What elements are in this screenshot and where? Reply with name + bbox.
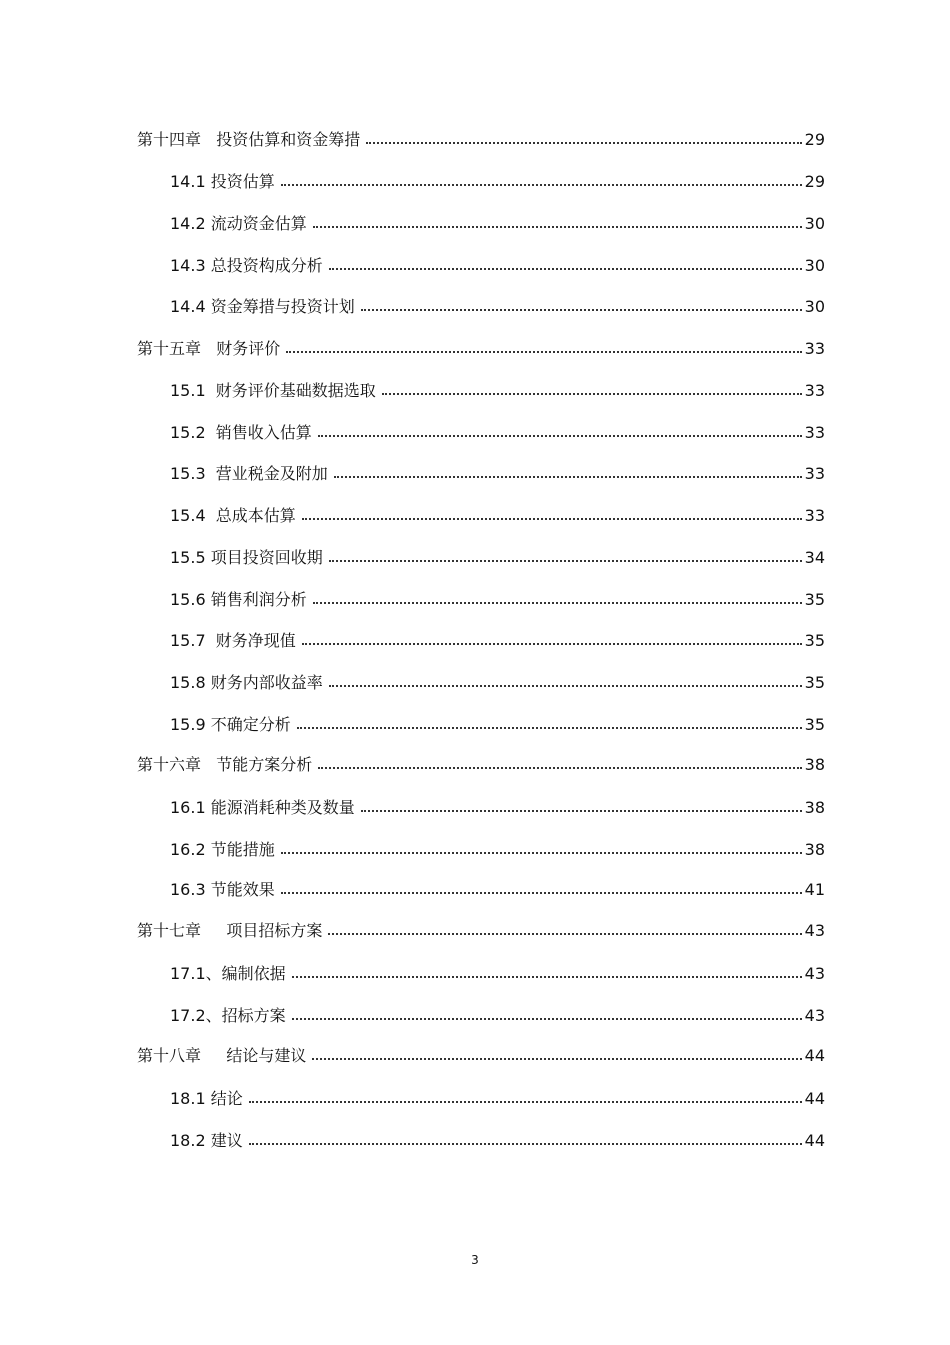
toc-leader-dots xyxy=(312,1058,801,1060)
toc-entry[interactable] xyxy=(170,417,825,443)
toc-entry[interactable] xyxy=(170,542,825,568)
toc-entry-page: 44 xyxy=(804,1046,825,1065)
toc-entry-title: 15.8 财务内部收益率 xyxy=(170,673,323,692)
toc-leader-dots xyxy=(286,351,801,353)
toc-leader-dots xyxy=(329,560,802,562)
toc-entry-page: 44 xyxy=(804,1131,825,1150)
toc-entry-title: 第十六章 节能方案分析 xyxy=(137,755,313,774)
toc-entry[interactable] xyxy=(170,1083,825,1109)
toc-leader-dots xyxy=(318,435,802,437)
toc-entry-title: 15.7 财务净现值 xyxy=(170,631,296,650)
toc-entry-title: 第十四章 投资估算和资金筹措 xyxy=(137,130,361,149)
toc-entry[interactable] xyxy=(137,915,825,941)
toc-entry-title: 17.1、编制依据 xyxy=(170,964,286,983)
toc-entry-title: 16.2 节能措施 xyxy=(170,840,275,859)
toc-entry[interactable] xyxy=(170,584,825,610)
toc-entry-page: 33 xyxy=(804,339,825,358)
toc-leader-dots xyxy=(302,518,802,520)
toc-leader-dots xyxy=(382,393,802,395)
toc-entry-title: 14.2 流动资金估算 xyxy=(170,214,307,233)
toc-entry[interactable] xyxy=(170,1125,825,1151)
toc-leader-dots xyxy=(302,643,802,645)
toc-entry-page: 41 xyxy=(804,880,825,899)
toc-entry[interactable] xyxy=(170,500,825,526)
toc-entry[interactable] xyxy=(170,250,825,276)
toc-entry-title: 14.1 投资估算 xyxy=(170,172,275,191)
toc-entry[interactable] xyxy=(137,1040,825,1066)
toc-entry-page: 38 xyxy=(804,840,825,859)
toc-entry-title: 15.1 财务评价基础数据选取 xyxy=(170,381,376,400)
toc-entry[interactable] xyxy=(170,667,825,693)
toc-entry[interactable] xyxy=(170,792,825,818)
toc-leader-dots xyxy=(334,476,802,478)
toc-entry-page: 43 xyxy=(804,1006,825,1025)
toc-leader-dots xyxy=(361,309,802,311)
toc-entry-page: 29 xyxy=(804,130,825,149)
toc-entry[interactable] xyxy=(170,291,825,317)
toc-entry-page: 33 xyxy=(804,423,825,442)
toc-entry-title: 15.6 销售利润分析 xyxy=(170,590,307,609)
toc-entry-page: 43 xyxy=(804,921,825,940)
toc-entry-page: 35 xyxy=(804,715,825,734)
toc-leader-dots xyxy=(318,767,801,769)
toc-entry[interactable] xyxy=(170,958,825,984)
page-number: 3 xyxy=(471,1253,479,1267)
toc-entry-title: 18.2 建议 xyxy=(170,1131,243,1150)
toc-leader-dots xyxy=(249,1143,802,1145)
toc-entry[interactable] xyxy=(137,333,825,359)
toc-leader-dots xyxy=(313,602,802,604)
toc-entry-title: 17.2、招标方案 xyxy=(170,1006,286,1025)
toc-leader-dots xyxy=(249,1101,802,1103)
toc-entry-page: 30 xyxy=(804,214,825,233)
toc-entry-title: 16.3 节能效果 xyxy=(170,880,275,899)
toc-entry[interactable] xyxy=(170,709,825,735)
toc-leader-dots xyxy=(281,852,802,854)
toc-entry-page: 33 xyxy=(804,506,825,525)
toc-leader-dots xyxy=(366,142,801,144)
toc-entry-title: 15.4 总成本估算 xyxy=(170,506,296,525)
toc-entry[interactable] xyxy=(170,874,825,900)
toc-leader-dots xyxy=(281,184,802,186)
toc-entry[interactable] xyxy=(170,834,825,860)
toc-entry-page: 29 xyxy=(804,172,825,191)
toc-entry[interactable] xyxy=(137,124,825,150)
toc-entry-page: 30 xyxy=(804,297,825,316)
toc-entry[interactable] xyxy=(170,208,825,234)
toc-entry-page: 33 xyxy=(804,464,825,483)
toc-leader-dots xyxy=(313,226,802,228)
toc-entry-title: 14.3 总投资构成分析 xyxy=(170,256,323,275)
toc-entry-title: 第十五章 财务评价 xyxy=(137,339,281,358)
toc-entry-page: 43 xyxy=(804,964,825,983)
toc-entry-page: 34 xyxy=(804,548,825,567)
toc-entry-page: 33 xyxy=(804,381,825,400)
toc-leader-dots xyxy=(329,685,802,687)
toc-leader-dots xyxy=(361,810,802,812)
toc-entry-title: 14.4 资金筹措与投资计划 xyxy=(170,297,355,316)
toc-entry-page: 38 xyxy=(804,798,825,817)
toc-leader-dots xyxy=(292,976,802,978)
toc-entry-page: 44 xyxy=(804,1089,825,1108)
toc-entry[interactable] xyxy=(137,749,825,775)
toc-entry[interactable] xyxy=(170,625,825,651)
toc-entry-title: 15.5 项目投资回收期 xyxy=(170,548,323,567)
toc-leader-dots xyxy=(292,1018,802,1020)
toc-leader-dots xyxy=(297,727,802,729)
toc-leader-dots xyxy=(281,892,802,894)
toc-entry-title: 15.2 销售收入估算 xyxy=(170,423,312,442)
toc-entry[interactable] xyxy=(170,166,825,192)
toc-entry-page: 30 xyxy=(804,256,825,275)
toc-entry-title: 第十八章 结论与建议 xyxy=(137,1046,307,1065)
toc-entry-title: 15.3 营业税金及附加 xyxy=(170,464,328,483)
toc-entry-page: 35 xyxy=(804,631,825,650)
toc-leader-dots xyxy=(328,933,801,935)
toc-entry[interactable] xyxy=(170,1000,825,1026)
toc-entry[interactable] xyxy=(170,458,825,484)
toc-entry-title: 16.1 能源消耗种类及数量 xyxy=(170,798,355,817)
toc-entry-page: 38 xyxy=(804,755,825,774)
toc-entry-title: 18.1 结论 xyxy=(170,1089,243,1108)
toc-leader-dots xyxy=(329,268,802,270)
toc-entry-title: 15.9 不确定分析 xyxy=(170,715,291,734)
toc-entry-page: 35 xyxy=(804,590,825,609)
toc-entry[interactable] xyxy=(170,375,825,401)
toc-entry-title: 第十七章 项目招标方案 xyxy=(137,921,323,940)
toc-entry-page: 35 xyxy=(804,673,825,692)
